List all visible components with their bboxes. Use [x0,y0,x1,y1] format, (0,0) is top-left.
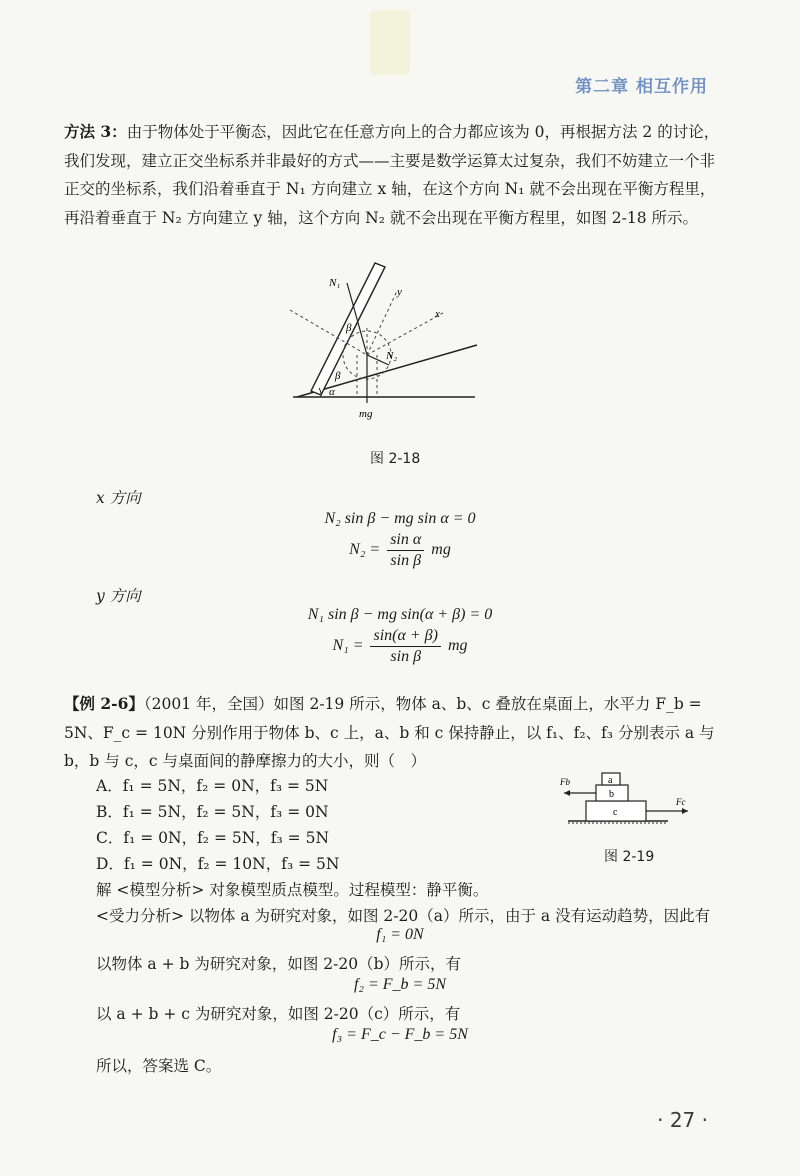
option-d: D．f₁ = 0N，f₂ = 10N，f₃ = 5N [96,855,340,873]
option-b: B．f₁ = 5N，f₂ = 5N，f₃ = 0N [96,803,329,821]
x-equation-2 [0,530,800,571]
x-eq2-fraction [387,530,424,571]
chapter-header: 第二章 相互作用 [575,77,708,97]
label-n2: N₂ [386,350,398,362]
y-direction-label: y 方向 [96,587,141,605]
option-c: C．f₁ = 0N，f₂ = 5N，f₃ = 5N [96,829,330,847]
figure-2-18-caption: 图 2-18 [370,451,421,467]
label-mg: mg [359,408,373,420]
x-eq2-denominator: sin β [390,552,422,569]
faint-background-mark [370,10,410,75]
y-eq2-tail: mg [447,637,468,655]
solution-line-3: 以物体 a + b 为研究对象，如图 2-20（b）所示，有 [96,955,462,973]
x-direction-label: x 方向 [96,489,141,507]
y-eq2-denominator: sin β [390,648,422,665]
figure-2-19-caption: 图 2-19 [604,849,655,865]
label-beta-bottom: β [335,370,341,382]
label-y: y [397,286,402,298]
y-equation-1: N₁ sin β − mg sin(α + β) = 0 [307,606,493,623]
example-tag: 【例 2-6】 [64,694,144,713]
y-eq2-fraction [370,626,441,667]
label-n1: N₁ [329,277,341,289]
option-a: A．f₁ = 5N，f₂ = 0N，f₃ = 5N [96,777,329,795]
x-eq2-lhs: N₂ = [349,541,381,559]
x-eq2-numerator: sin α [387,530,424,551]
label-x: x [435,308,440,320]
block-b-label: b [609,789,614,800]
solution-eq-1: f₁ = 0N [376,926,424,943]
example-text: （2001 年，全国）如图 2-19 所示，物体 a、b、c 叠放在桌面上，水平力 F_b = 5N、F_c = 10N 分别作用于物体 b、c 上，a、b 和 c 保持静止，以 f₁、f₂、f₃ 分别表示 a 与 b，b 与 c，c 与桌面间的静摩擦力的大小，则（ ） [64,695,715,771]
label-alpha: α [329,386,335,398]
solution-line-5: 所以，答案选 C。 [96,1057,222,1075]
method3-label: 方法 3： [64,122,127,141]
solution-line-1: 解 <模型分析> 对象模型质点模型。过程模型：静平衡。 [96,881,489,899]
force-fb-label: Fb [560,777,570,787]
block-c-label: c [613,807,618,818]
solution-eq-3: f₃ = F_c − F_b = 5N [332,1026,468,1043]
solution-eq-2: f₂ = F_b = 5N [353,976,447,993]
example-paragraph [64,690,726,776]
x-eq2-tail: mg [431,541,451,559]
y-equation-2 [0,626,800,667]
y-eq2-numerator: sin(α + β) [370,626,441,647]
method3-paragraph [64,118,726,232]
x-equation-1: N₂ sin β − mg sin α = 0 [324,510,476,527]
label-beta-top: β [346,322,352,334]
solution-line-2: <受力分析> 以物体 a 为研究对象，如图 2-20（a）所示，由于 a 没有运动趋势，因此有 [96,907,711,925]
figure-2-19 [556,765,696,830]
solution-line-4: 以 a + b + c 为研究对象，如图 2-20（c）所示，有 [96,1005,461,1023]
method3-text: 由于物体处于平衡态，因此它在任意方向上的合力都应该为 0，再根据方法 2 的讨论，我们发现，建立正交坐标系并非最好的方式——主要是数学运算太过复杂，我们不妨建立一个非正交的坐标系，我们沿着垂直于 N₁ 方向建立 x 轴，在这个方向 N₁ 就不会出现在平衡方程里，再沿着垂直于 N₂ 方向建立 y 轴，这个方向 N₂ 就不会出现在平衡方程里，如图 2-18 所示。 [64,123,720,227]
force-fc-label: Fc [676,797,686,807]
page-number: · 27 · [657,1108,708,1132]
y-eq2-lhs: N₁ = [332,637,364,655]
figure-2-18 [285,255,495,425]
block-a-label: a [608,775,613,786]
